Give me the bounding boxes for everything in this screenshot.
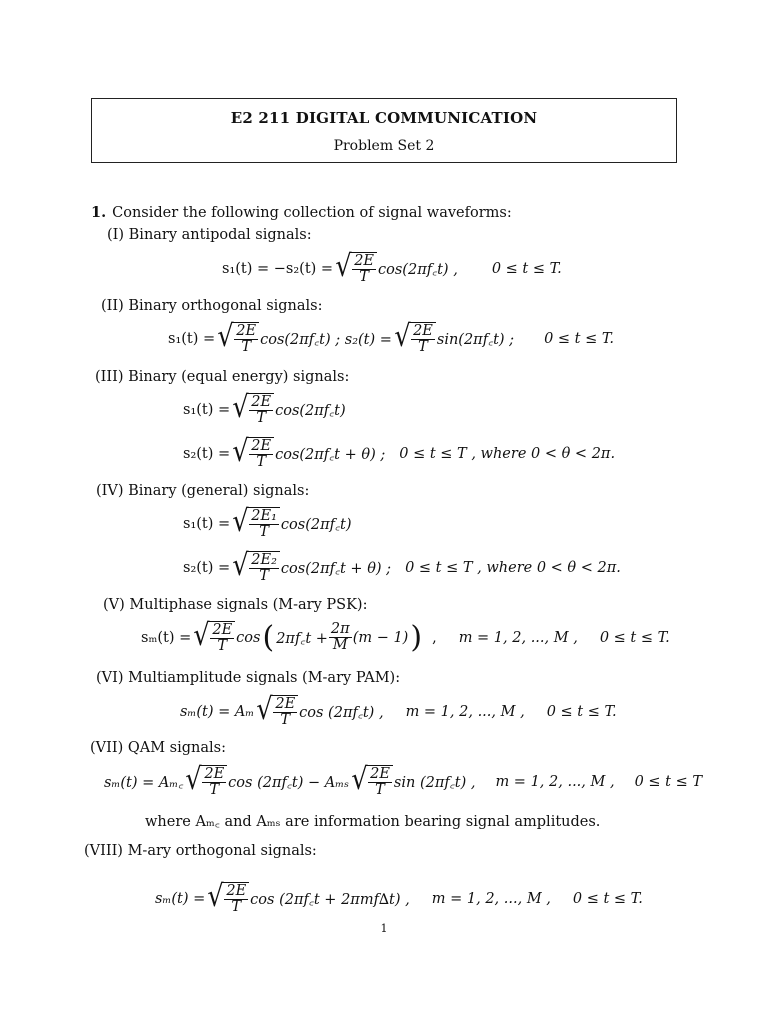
eq-index-range: m = 1, 2, ..., M , <box>495 773 615 790</box>
equation-qam <box>104 762 703 799</box>
item-label: (VI) <box>96 670 124 686</box>
item-text: QAM signals: <box>127 740 226 756</box>
frac-num: 2E <box>275 696 296 712</box>
eq-condition: 0 ≤ t ≤ T. <box>491 260 562 277</box>
equation-orthogonal <box>168 319 615 356</box>
sqrt: √ $\frac{2E}{T}$ <box>216 322 259 355</box>
item-text: Binary (equal energy) signals: <box>128 369 350 385</box>
problem-number: 1. <box>91 204 107 221</box>
title-box <box>91 98 677 163</box>
problem-intro <box>91 204 512 221</box>
eq-cos: cos <box>236 629 261 646</box>
course-title: E2 211 DIGITAL COMMUNICATION <box>230 109 538 127</box>
eq-condition: 0 ≤ t ≤ T <box>634 773 703 790</box>
eq-rhs: cos(2πf꜀t) <box>280 516 352 533</box>
eq-rhs: cos (2πf꜀t) , <box>299 704 384 721</box>
frac-den: T <box>256 410 267 427</box>
eq-condition: 0 ≤ t ≤ T , where 0 < θ < 2π. <box>405 559 621 576</box>
frac-num: 2E <box>370 766 390 782</box>
eq-condition: 0 ≤ t ≤ T. <box>599 629 670 646</box>
frac-den: T <box>217 638 228 655</box>
frac-num: 2π <box>330 621 350 637</box>
equation-equal-energy-s2 <box>183 434 616 471</box>
problem-set-subtitle: Problem Set 2 <box>333 138 435 154</box>
item-label: (VIII) <box>84 843 123 859</box>
left-paren: ( <box>262 619 275 655</box>
eq-inner: 2πf꜀t + <box>276 630 328 647</box>
eq-comma: , <box>432 629 437 646</box>
equation-equal-energy-s1 <box>183 390 346 427</box>
item-text: Binary antipodal signals: <box>128 227 312 243</box>
sqrt: √ $\frac{2E}{T}$ <box>255 695 298 728</box>
frac-num: 2E <box>236 323 257 339</box>
item-label: (V) <box>103 597 125 613</box>
frac-den: T <box>241 339 252 356</box>
frac-num: 2E₂ <box>251 552 277 568</box>
eq-condition: 0 ≤ t ≤ T. <box>546 703 617 720</box>
frac-num: 2E <box>354 253 375 269</box>
frac-den: T <box>280 712 291 729</box>
eq-rhs: sin(2πf꜀t) ; <box>436 331 515 348</box>
sqrt: √ $\frac{\text{2E₂}}{T}$ <box>231 551 280 584</box>
item-heading <box>107 227 312 243</box>
eq-rhs: cos(2πf꜀t + θ) ; <box>275 446 386 463</box>
item-text: Multiphase signals (M-ary PSK): <box>129 597 368 613</box>
eq-lhs: s₂(t) = <box>183 445 231 462</box>
sqrt: √ $\frac{\text{2E₁}}{T}$ <box>231 507 280 540</box>
eq-rhs: cos(2πf꜀t) <box>275 402 346 419</box>
item-text: Multiamplitude signals (M-ary PAM): <box>128 670 401 686</box>
eq-mid: cos (2πf꜀t) − Aₘₛ <box>228 774 349 791</box>
frac-num: 2E <box>204 766 225 782</box>
frac-num: 2E <box>226 883 247 899</box>
item-text: M-ary orthogonal signals: <box>127 843 317 859</box>
equation-antipodal <box>222 249 562 286</box>
eq-rhs: sin (2πf꜀t) , <box>393 774 476 791</box>
frac-den: T <box>359 269 369 286</box>
right-paren: ) <box>410 619 423 655</box>
eq-index-range: m = 1, 2, ..., M , <box>431 890 551 907</box>
equation-general-s2 <box>183 548 621 585</box>
equation-mpam <box>180 692 617 729</box>
eq-lhs: s₁(t) = <box>183 401 231 418</box>
frac-num: 2E <box>212 622 233 638</box>
item-label: (III) <box>95 369 124 385</box>
item-label: (IV) <box>96 483 124 499</box>
equation-m-ary-orthogonal <box>155 879 643 916</box>
eq-lhs: sₘ(t) = <box>141 629 192 646</box>
eq-mid: cos(2πf꜀t) ; s₂(t) = <box>260 331 392 348</box>
sqrt: √ $\frac{2E}{T}$ <box>334 252 377 285</box>
frac-den: T <box>231 899 242 916</box>
item-heading <box>84 843 317 859</box>
frac-num: 2E <box>251 438 272 454</box>
eq-index-range: m = 1, 2, ..., M , <box>405 703 525 720</box>
eq-lhs: sₘ(t) = Aₘ <box>180 703 255 720</box>
item-label: (II) <box>101 298 124 314</box>
eq-rhs: cos (2πf꜀t + 2πmf∆t) , <box>250 891 410 908</box>
frac-den: T <box>418 339 428 356</box>
eq-condition: 0 ≤ t ≤ T. <box>572 890 643 907</box>
equation-mpsk <box>141 618 670 655</box>
sqrt: √ $\frac{2E}{T}$ <box>350 765 393 798</box>
frac-den: T <box>259 568 269 585</box>
item-text: Binary orthogonal signals: <box>128 298 323 314</box>
item-heading <box>96 670 400 686</box>
sqrt: √ $\frac{2E}{T}$ <box>192 621 235 654</box>
frac-den: T <box>256 454 267 471</box>
eq-condition: 0 ≤ t ≤ T. <box>544 330 615 347</box>
item-label: (I) <box>107 227 125 243</box>
eq-lhs: s₁(t) = −s₂(t) = <box>222 260 334 277</box>
frac-num: 2E₁ <box>251 508 277 524</box>
problem-intro-text: Consider the following collection of signal waveforms: <box>112 205 512 221</box>
frac-num: 2E <box>413 323 433 339</box>
eq-index-range: m = 1, 2, ..., M , <box>458 629 578 646</box>
qam-note: where Aₘ꜀ and Aₘₛ are information bearing signal amplitudes. <box>145 814 601 830</box>
item-label: (VII) <box>90 740 124 756</box>
item-heading <box>95 369 349 385</box>
fraction-2pi-over-m <box>329 622 352 653</box>
frac-den: T <box>259 524 269 541</box>
eq-rhs: cos(2πf꜀t) , <box>378 261 458 278</box>
eq-condition: 0 ≤ t ≤ T , where 0 < θ < 2π. <box>399 445 616 462</box>
sqrt: √ $\frac{2E}{T}$ <box>206 882 249 915</box>
item-text: Binary (general) signals: <box>128 483 310 499</box>
sqrt: √ $\frac{2E}{T}$ <box>231 437 274 470</box>
eq-inner-tail: (m − 1) <box>352 629 409 646</box>
item-heading <box>103 597 367 613</box>
eq-lhs: sₘ(t) = <box>155 890 206 907</box>
eq-lhs: sₘ(t) = Aₘ꜀ <box>104 774 184 791</box>
item-heading <box>101 298 323 314</box>
frac-den: T <box>375 782 385 799</box>
sqrt: √ $\frac{2E}{T}$ <box>184 765 227 798</box>
eq-lhs: s₁(t) = <box>183 515 231 532</box>
eq-lhs: s₁(t) = <box>168 330 216 347</box>
frac-den: T <box>209 782 220 799</box>
page-number: 1 <box>380 922 388 935</box>
eq-rhs: cos(2πf꜀t + θ) ; <box>280 560 392 577</box>
item-heading <box>96 483 309 499</box>
item-heading <box>90 740 226 756</box>
sqrt: √ $\frac{2E}{T}$ <box>393 322 436 355</box>
sqrt: √ $\frac{2E}{T}$ <box>231 393 274 426</box>
frac-den: M <box>332 637 348 654</box>
equation-general-s1 <box>183 504 352 541</box>
eq-lhs: s₂(t) = <box>183 559 231 576</box>
frac-num: 2E <box>251 394 272 410</box>
